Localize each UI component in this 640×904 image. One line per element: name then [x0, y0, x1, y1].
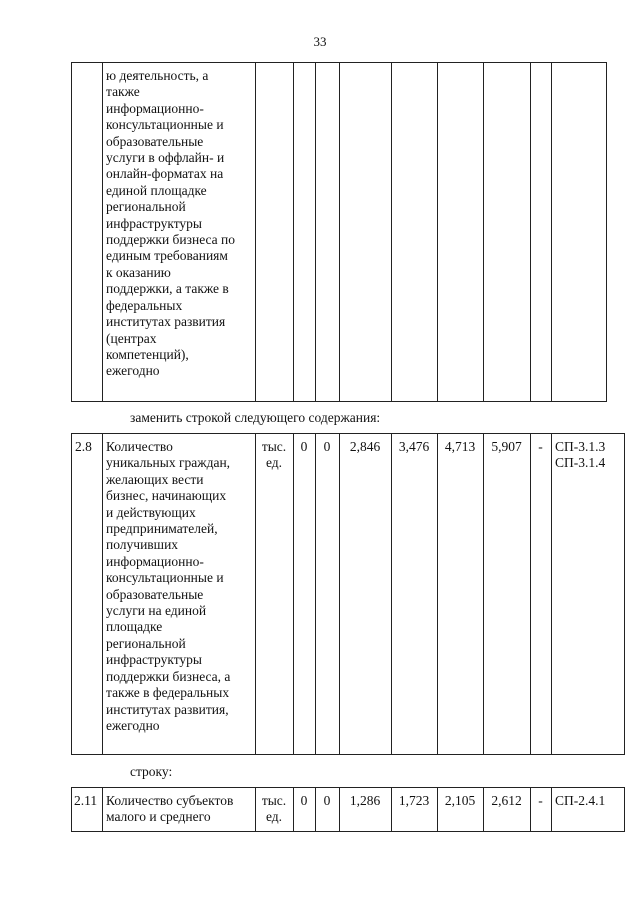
value-2: 0: [323, 793, 331, 808]
value-5: 2,105: [444, 793, 476, 808]
reference: СП-2.4.1: [555, 793, 606, 808]
value-1: 0: [300, 439, 308, 454]
value-5: 4,713: [444, 439, 476, 454]
replace-instruction: заменить строкой следующего содержания:: [130, 410, 381, 425]
table-row-2-11: [71, 787, 625, 832]
value-4: 1,723: [398, 793, 430, 808]
row-number: 2.11: [74, 793, 98, 808]
table-row-2-8: [71, 433, 625, 755]
indicator-name-continued: ю деятельность, а также информационно- консультационные и образовательные услуги в оффлайн- и онлайн-форматах на единой площадке региональной инфраструктуры поддержки бизнеса по единым требованиям к оказанию поддержки, а также в федеральных институтах развития (центрах компетенций), ежегодно: [106, 68, 236, 379]
dash: -: [538, 793, 543, 808]
value-6: 2,612: [491, 793, 522, 808]
unit: тыс. ед.: [261, 439, 287, 471]
value-3: 2,846: [349, 439, 381, 454]
unit: тыс. ед.: [261, 793, 287, 825]
indicator-name: Количество субъектов малого и среднего: [106, 793, 234, 825]
value-1: 0: [300, 793, 308, 808]
dash: -: [538, 439, 543, 454]
page-number: 33: [313, 34, 327, 49]
indicator-name: Количество уникальных граждан, желающих вести бизнес, начинающих и действующих предпринимателей, получивших информационно- консультационные и образовательные услуги на единой площадке региональной инфраструктуры поддержки бизнеса, а также в федеральных институтах развития, ежегодно: [106, 439, 231, 733]
value-4: 3,476: [398, 439, 430, 454]
reference: СП-3.1.3 СП-3.1.4: [555, 439, 606, 471]
row-instruction: строку:: [130, 764, 173, 779]
row-number: 2.8: [75, 439, 92, 454]
value-3: 1,286: [349, 793, 381, 808]
value-6: 5,907: [491, 439, 522, 454]
value-2: 0: [323, 439, 331, 454]
table-fragment-1: [71, 62, 607, 402]
